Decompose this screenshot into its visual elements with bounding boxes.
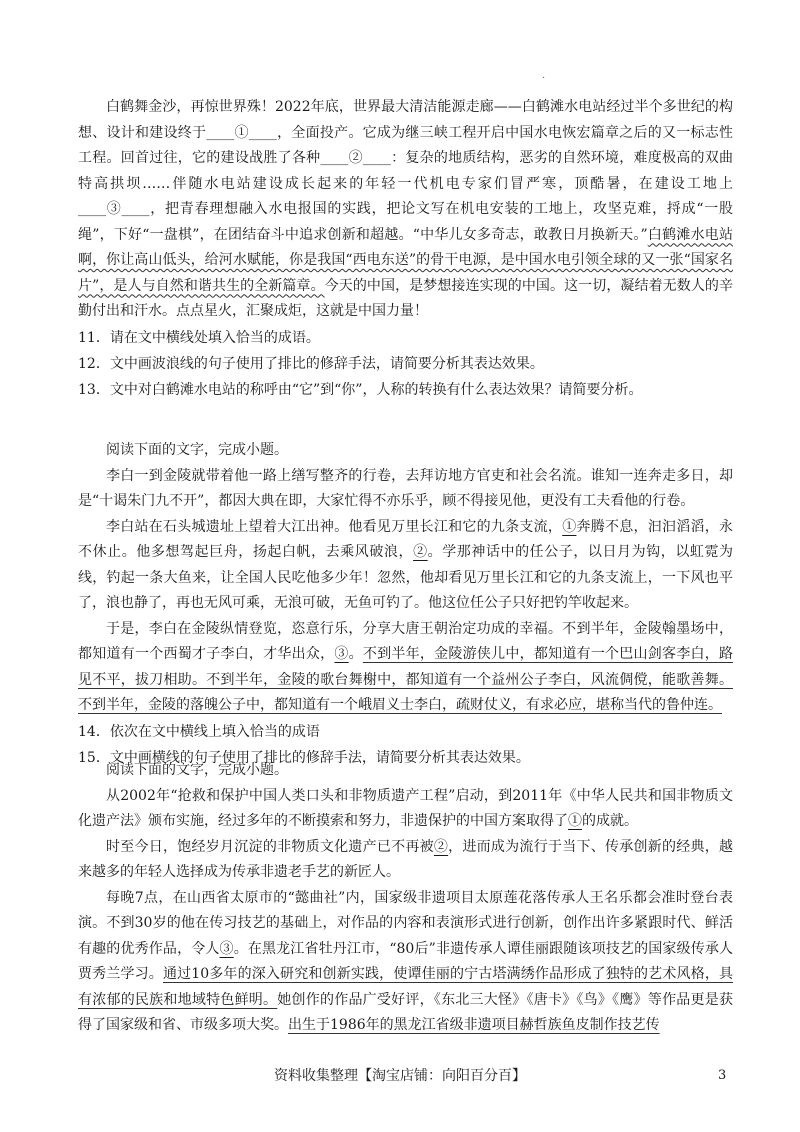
page-number: 3 bbox=[718, 1068, 727, 1083]
passage-intangible-heritage bbox=[78, 758, 733, 1039]
passage-paragraph: 每晚7点，在山西省太原市的“懿曲社”内，国家级非遗项目太原莲花落传承人王名乐都会准时登台表演。不到30岁的他在传习技艺的基础上，对作品的内容和表演形式进行创新，创作出许多紧跟时代、鲜活有趣的优秀作品，令人③。在黑龙江省牡丹江市，“80后”非遗传承人谭佳丽跟随该项技艺的国家级传承人贾秀兰学习。通过10多年的深入研究和创新实践，使谭佳丽的宁古塔满绣作品形成了独特的艺术风格，具有浓郁的民族和地域特色鲜明。她创作的作品广受好评，《东北三大怪》《唐卡》《鸟》《鹰》等作品更是获得了国家级和省、市级多项大奖。出生于1986年的黑龙江省级非遗项目赫哲族鱼皮制作技艺传 bbox=[78, 889, 734, 1033]
passage-paragraph: 于是，李白在金陵纵情登览，恣意行乐，分享大唐王朝治定功成的幸福。不到半年，金陵翰墨场中，都知道有一个西蜀才子李白，才华出众，③。不到半年，金陵游侠儿中，都知道有一个巴山剑客李白，路见不平，拔刀相助。不到半年，金陵的歌台舞榭中，都知道有一个益州公子李白，风流倜傥，能歌善舞。不到半年，金陵的落魄公子中，都知道有一个峨眉义士李白，疏财仗义，有求必应，堪称当代的鲁仲连。 bbox=[78, 620, 734, 713]
reading-instruction: 阅读下面的文字，完成小题。 bbox=[106, 762, 288, 778]
reading-instruction: 阅读下面的文字，完成小题。 bbox=[106, 442, 288, 458]
question-14: 14．依次在文中横线上填入恰当的成语 bbox=[78, 723, 320, 740]
blank-1: ① bbox=[568, 813, 582, 829]
page-footer bbox=[0, 1066, 800, 1086]
blank-2: ____②____ bbox=[320, 150, 391, 166]
underlined-sentence-continued: 出生于1986年的黑龙江省级非遗项目赫哲族鱼皮制作技艺传 bbox=[288, 1017, 660, 1033]
question-12: 12．文中画波浪线的句子使用了排比的修辞手法，请简要分析其表达效果。 bbox=[78, 355, 544, 372]
blank-3: ____③____ bbox=[78, 201, 150, 217]
wavy-underlined-sentence: 白鹤滩水电站啊，你让高山低头，给河水赋能，你是我国“西电东送”的骨干电源，是中国水电引领全球的又一张“国家名片”，是人与自然和谐共生的全新篇章。 bbox=[78, 226, 733, 294]
blank-2: ② bbox=[413, 544, 428, 560]
question-15: 15．文中画横线的句子使用了排比的修辞手法，请简要分析其表达效果。 bbox=[78, 749, 530, 766]
passage-paragraph: 白鹤舞金沙，再惊世界殊！2022年底，世界最大清洁能源走廊——白鹤滩水电站经过半个多世纪的构想、设计和建设终于____①____，全面投产。它成为继三峡工程开启中国水电恢宏篇章之后的又一标志性工程。回首过往，它的建设战胜了各种____②____：复杂的地质结构，恶劣的自然环境，难度极高的双曲特高拱坝……伴随水电站建设成长起来的年轻一代机电专家们冒严寒，顶酷暑，在建设工地上____③____，把青春理想融入水电报国的实践，把论文写在机电安装的工地上，攻坚克难，捋成“一股绳”，下好“一盘棋”，在团结奋斗中追求创新和超越。“中华儿女多奇志，敢教日月换新天。”白鹤滩水电站啊，你让高山低头，给河水赋能，你是我国“西电东送”的骨干电源，是中国水电引领全球的又一张“国家名片”，是人与自然和谐共生的全新篇章。今天的中国，是梦想接连实现的中国。这一切，凝结着无数人的辛勤付出和汗水。点点星火，汇聚成炬，这就是中国力量！ bbox=[78, 99, 734, 319]
blank-3: ③ bbox=[334, 646, 349, 662]
passage-paragraph: 李白一到金陵就带着他一路上缮写整齐的行卷，去拜访地方官吏和社会名流。谁知一连奔走多日，却是“十谒朱门九不开”，都因大典在即，大家忙得不亦乐乎，顾不得接见他，更没有工夫看他的行卷。 bbox=[78, 467, 733, 509]
blank-1: ① bbox=[562, 518, 577, 535]
passage-baihetan bbox=[78, 95, 733, 403]
blank-3: ③ bbox=[219, 940, 234, 957]
underlined-sentence: 通过10多年的深入研究和创新实践，使谭佳丽的宁古塔满绣作品形成了独特的艺术风格，具有浓郁的民族和地域特色鲜明。 bbox=[78, 966, 734, 1008]
underlined-sentences: 不到半年，金陵游侠儿中，都知道有一个巴山剑客李白，路见不平，拔刀相助。不到半年，金陵的歌台舞榭中，都知道有一个益州公子李白，风流倜傥，能歌善舞。不到半年，金陵的落魄公子中，都知道有一个峨眉义士李白，疏财仗义，有求必应，堪称当代的鲁仲连。 bbox=[78, 646, 734, 713]
blank-2: ② bbox=[433, 838, 449, 855]
footer-source: 资料收集整理【淘宝店铺：向阳百分百】 bbox=[274, 1068, 526, 1084]
question-11: 11．请在文中横线处填入恰当的成语。 bbox=[78, 329, 320, 346]
passage-paragraph: 李白站在石头城遗址上望着大江出神。他看见万里长江和它的九条支流，①奔腾不息，汩汩滔滔，永不休止。他多想驾起巨舟，扬起白帆，去乘风破浪，②。学那神话中的任公子，以日月为钩，以虹霓为线，钓起一条大鱼来，让全国人民吃他多少年！忽然，他却看见万里长江和它的九条支流上，一下风也平了，浪也静了，再也无风可乘，无浪可破，无鱼可钓了。他这位任公子只好把钓竿收起来。 bbox=[78, 518, 734, 611]
passage-paragraph: 时至今日，饱经岁月沉淀的非物质文化遗产已不再被②，进而成为流行于当下、传承创新的经典，越来越多的年轻人选择成为传承非遗老手艺的新匠人。 bbox=[78, 838, 734, 880]
question-13: 13．文中对白鹤滩水电站的称呼由“它”到“你”，人称的转换有什么表达效果？请简要分析。 bbox=[78, 381, 643, 398]
blank-1: ____①____ bbox=[206, 124, 277, 141]
passage-paragraph: 从2002年“抢救和保护中国人类口头和非物质遗产工程”启动，到2011年《中华人民共和国非物质文化遗产法》颁布实施，经过多年的不断摸索和努力，非遗保护的中国方案取得了①的成就。 bbox=[78, 787, 733, 829]
passage-libai bbox=[78, 438, 733, 771]
dot-mark: · bbox=[542, 73, 546, 84]
